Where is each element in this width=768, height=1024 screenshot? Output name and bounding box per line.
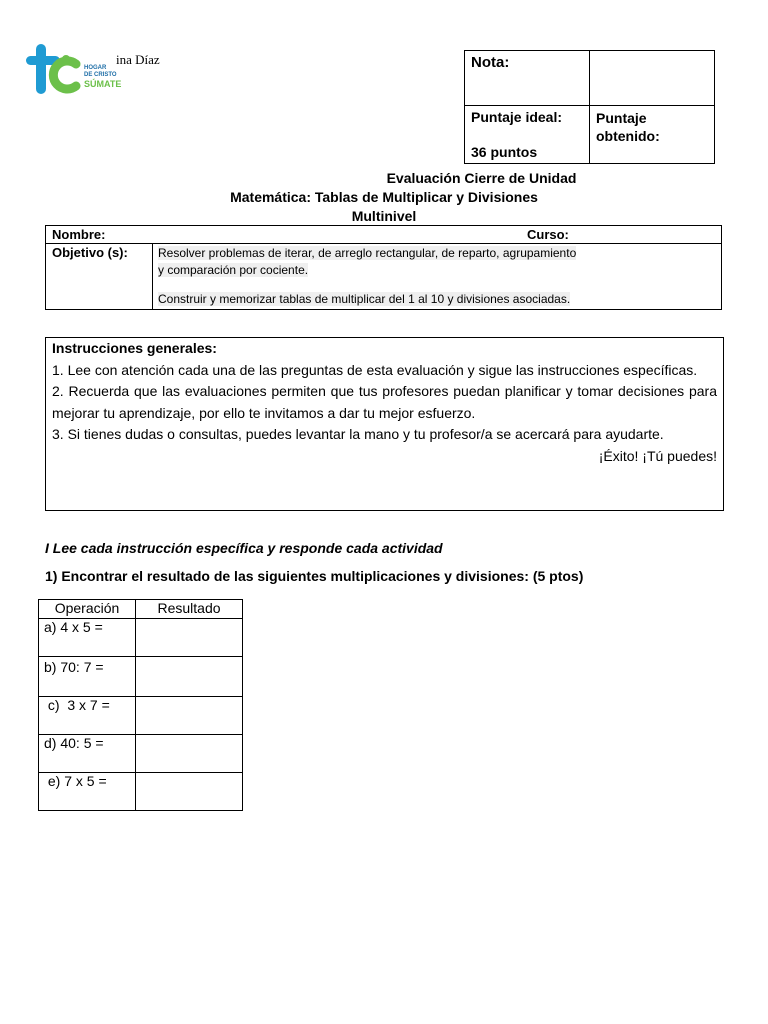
operation-cell: e) 7 x 5 = [39, 773, 136, 811]
section-title: I Lee cada instrucción específica y responde cada actividad [45, 540, 443, 556]
objective-content [153, 244, 722, 310]
name-label: Nombre: [52, 227, 106, 242]
objective-1b: y comparación por cociente. [158, 263, 309, 277]
table-row [39, 773, 243, 811]
instruction-item-3: 3. Si tienes dudas o consultas, puedes levantar la mano y tu profesor/a se acercará para ayudarte. [52, 426, 664, 442]
result-cell[interactable] [136, 619, 243, 657]
logo-text-line3: SÚMATE [84, 79, 122, 89]
grade-box [464, 50, 715, 164]
instructions-heading: Instrucciones generales: [52, 340, 217, 356]
result-cell[interactable] [136, 697, 243, 735]
table-row [39, 619, 243, 657]
table-row [39, 697, 243, 735]
nota-value-cell[interactable] [590, 51, 715, 106]
result-cell[interactable] [136, 735, 243, 773]
logo-text-line2: DE CRISTO [84, 72, 117, 78]
operations-table [38, 599, 243, 811]
result-cell[interactable] [136, 657, 243, 697]
objective-label: Objetivo (s): [46, 244, 153, 310]
logo [8, 42, 130, 98]
nota-label: Nota: [465, 51, 590, 106]
ideal-score-label: Puntaje ideal: [471, 109, 563, 125]
instruction-item-2: 2. Recuerda que las evaluaciones permiten que tus profesores puedan planificar y tomar decisiones para mejorar tu aprendizaje, por ello te invitamos a dar tu mejor esfuerzo. [52, 383, 717, 421]
obtained-score-label[interactable]: Puntaje obtenido: [590, 106, 715, 164]
author-name: ina Díaz [116, 52, 160, 67]
hogar-de-cristo-logo-icon [8, 42, 130, 98]
logo-text-line1: HOGAR [84, 65, 107, 71]
title-line-2: Matemática: Tablas de Multiplicar y Divisiones [230, 189, 538, 205]
title-line-3: Multinivel [351, 208, 417, 224]
operation-cell: a) 4 x 5 = [39, 619, 136, 657]
ideal-score-cell [465, 106, 590, 164]
col-result-header: Resultado [136, 600, 243, 619]
name-row[interactable] [46, 226, 722, 244]
table-row [39, 657, 243, 697]
operation-cell: c) 3 x 7 = [39, 697, 136, 735]
objective-1a: Resolver problemas de iterar, de arreglo rectangular, de reparto, agrupamiento [158, 246, 577, 260]
instructions-closing: ¡Éxito! ¡Tú puedes! [598, 447, 717, 464]
result-cell[interactable] [136, 773, 243, 811]
table-row [39, 735, 243, 773]
student-info-table [45, 225, 722, 310]
operation-cell: b) 70: 7 = [39, 657, 136, 697]
general-instructions [45, 337, 724, 511]
objective-2: Construir y memorizar tablas de multiplicar del 1 al 10 y divisiones asociadas. [158, 292, 571, 306]
operation-cell: d) 40: 5 = [39, 735, 136, 773]
title-line-1: Evaluación Cierre de Unidad [386, 170, 577, 186]
ideal-score-value: 36 puntos [471, 144, 538, 160]
course-label: Curso: [527, 227, 569, 242]
col-operation-header: Operación [39, 600, 136, 619]
question-1: 1) Encontrar el resultado de las siguientes multiplicaciones y divisiones: (5 ptos) [45, 568, 584, 584]
instruction-item-1: 1. Lee con atención cada una de las preguntas de esta evaluación y sigue las instrucciones específicas. [52, 361, 698, 378]
